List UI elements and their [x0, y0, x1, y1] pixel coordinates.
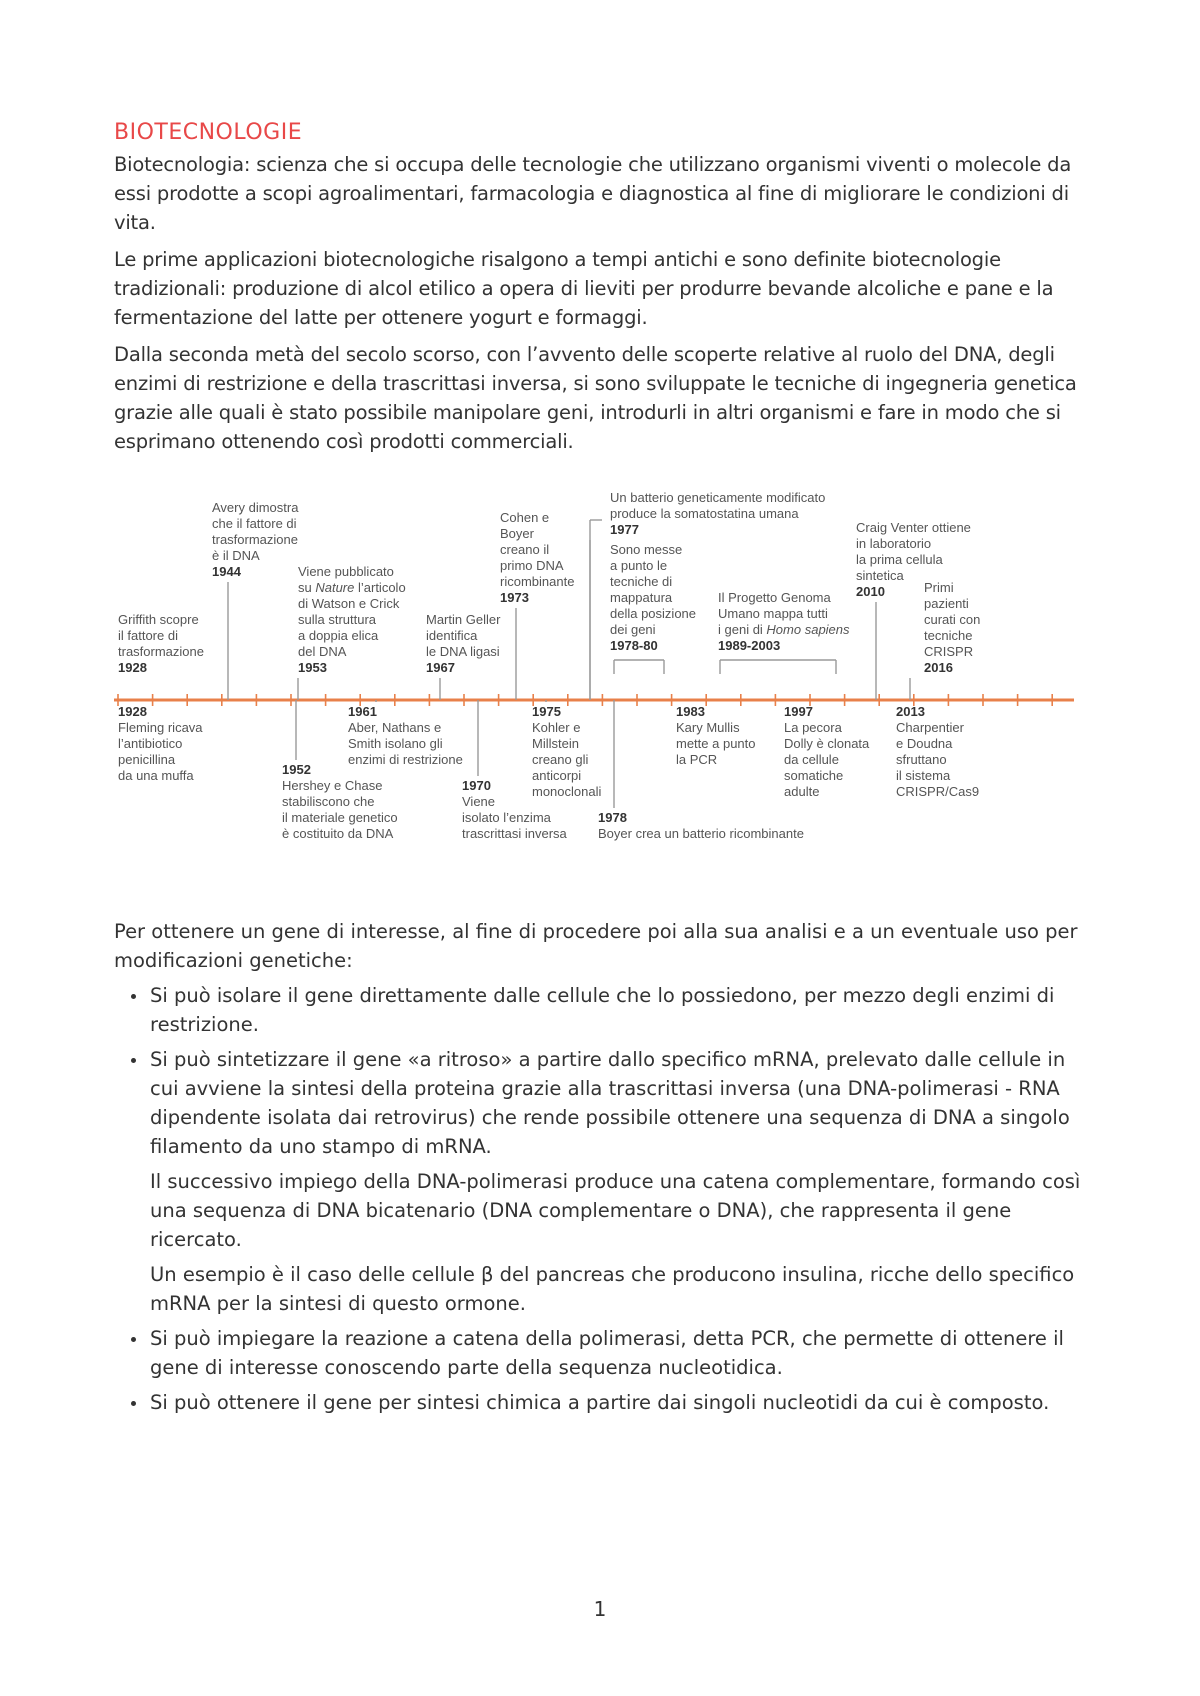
event-label-below: mette a punto [676, 736, 756, 751]
event-label-above: ricombinante [500, 574, 575, 589]
event-year-below: 1997 [784, 704, 813, 719]
event-year-below: 1928 [118, 704, 147, 719]
event-label-below: Kohler e [532, 720, 581, 735]
event-label-above: il fattore di [118, 628, 178, 643]
event-label-above: Craig Venter ottiene [856, 520, 971, 535]
event-label-above: tecniche [924, 628, 973, 643]
event-label-above: sintetica [856, 568, 904, 583]
event-label-below: anticorpi [532, 768, 582, 783]
event-label-below: da cellule [784, 752, 839, 767]
intro-text [114, 150, 1099, 464]
method-text: Si può ottenere il gene per sintesi chimica a partire dai singoli nucleotidi da cui è composto. [150, 1391, 1050, 1414]
event-label-above: tecniche di [610, 574, 673, 589]
event-label-below: enzimi di restrizione [348, 752, 463, 767]
event-year-below: 1961 [348, 704, 377, 719]
event-label-above: primo DNA [500, 558, 564, 573]
event-year-above: 1967 [426, 660, 455, 675]
event-label-below: da una muffa [118, 768, 194, 783]
method-text: Si può sintetizzare il gene «a ritroso» a partire dallo specifico mRNA, prelevato dalle cellule in cui avviene la sintesi della proteina grazie alla trascrittasi inversa (una DNA-polimerasi - RNA dipendente isolata dai retrovirus) che rende possibile ottenere una sequenza di DNA a singolo filamento da uno stampo di mRNA. [150, 1048, 1070, 1158]
method-text: Si può isolare il gene direttamente dalle cellule che lo possiedono, per mezzo degli enzimi di restrizione. [150, 984, 1055, 1036]
event-label-above: Il Progetto Genoma [718, 590, 831, 605]
event-label-above: a doppia elica [298, 628, 379, 643]
event-label-above: trasformazione [118, 644, 204, 659]
methods-list-continued [114, 1324, 1099, 1417]
document-title: BIOTECNOLOGIE [114, 120, 303, 145]
event-label-above: produce la somatostatina umana [610, 506, 799, 521]
event-label-above: Un batterio geneticamente modificato [610, 490, 826, 505]
event-label-below: trascrittasi inversa [462, 826, 567, 841]
event-label-above: identifica [426, 628, 478, 643]
timeline-svg [114, 478, 1079, 870]
method-item-3 [114, 1324, 1099, 1382]
event-label-above: sulla struttura [298, 612, 377, 627]
event-label-above: del DNA [298, 644, 347, 659]
method-2-sub-1: Il successivo impiego della DNA-polimerasi produce una catena complementare, formando così una sequenza di DNA bicatenario (DNA complementare o DNA), che rappresenta il gene ricercato. [150, 1170, 1081, 1251]
event-label-below: Aber, Nathans e [348, 720, 442, 735]
event-label-above: che il fattore di [212, 516, 297, 531]
event-label-below: penicillina [118, 752, 176, 767]
event-label-above: Viene pubblicato [298, 564, 394, 579]
event-label-below: è costituito da DNA [282, 826, 394, 841]
event-label-below: Hershey e Chase [282, 778, 383, 793]
event-label-above: a punto le [610, 558, 668, 573]
event-label-below: e Doudna [896, 736, 953, 751]
event-label-above: Umano mappa tutti [718, 606, 828, 621]
event-label-below: Kary Mullis [676, 720, 740, 735]
event-label-above: curati con [924, 612, 981, 627]
event-label-below: Charpentier [896, 720, 964, 735]
event-label-below: la PCR [676, 752, 718, 767]
event-label-below: somatiche [784, 768, 844, 783]
event-label-below: La pecora [784, 720, 842, 735]
event-label-below: Boyer crea un batterio ricombinante [598, 826, 804, 841]
event-label-above: CRISPR [924, 644, 974, 659]
event-year-above: 1978-80 [610, 638, 658, 653]
event-label-above: Primi [924, 580, 954, 595]
event-year-below: 1983 [676, 704, 705, 719]
event-year-above: 1977 [610, 522, 639, 537]
page-number: 1 [593, 1597, 607, 1621]
event-year-below: 1952 [282, 762, 311, 777]
event-label-below: Dolly è clonata [784, 736, 870, 751]
gene-intro: Per ottenere un gene di interesse, al fine di procedere poi alla sua analisi e a un eventuale uso per modificazioni genetiche: [114, 920, 1078, 972]
event-label-above: è il DNA [212, 548, 260, 563]
event-label-above: le DNA ligasi [426, 644, 500, 659]
method-item-2 [114, 1045, 1099, 1161]
methods-list [114, 981, 1099, 1161]
paragraph-definition: Biotecnologia: scienza che si occupa delle tecnologie che utilizzano organismi viventi o molecole da essi prodotte a scopi agroalimentari, farmacologia e diagnostica al fine di migliorare le condizioni di vita. [114, 153, 1072, 234]
event-year-below: 1970 [462, 778, 491, 793]
event-year-above: 1928 [118, 660, 147, 675]
event-label-above: di Watson e Crick [298, 596, 400, 611]
event-label-below: monoclonali [532, 784, 602, 799]
event-label-below: l’antibiotico [118, 736, 183, 751]
event-label-below: creano gli [532, 752, 589, 767]
method-2-sub-2: Un esempio è il caso delle cellule β del pancreas che producono insulina, ricche dello specifico mRNA per la sintesi di questo ormone. [150, 1263, 1075, 1315]
event-label-above: Sono messe [610, 542, 683, 557]
event-label-above: Martin Geller [426, 612, 501, 627]
event-label-above: creano il [500, 542, 550, 557]
paragraph-genetic-engineering: Dalla seconda metà del secolo scorso, con l’avvento delle scoperte relative al ruolo del DNA, degli enzimi di restrizione e della trascrittasi inversa, si sono sviluppate le tecniche di ingegneria genetica grazie alle quali è stato possibile manipolare geni, introdurli in altri organismi e fare in modo che si esprimano ottenendo così prodotti commerciali. [114, 343, 1077, 453]
event-label-above: su Nature l’articolo [298, 580, 406, 595]
method-item-1 [114, 981, 1099, 1039]
event-label-below: sfruttano [896, 752, 947, 767]
event-label-below: Viene [462, 794, 496, 809]
event-year-above: 1944 [212, 564, 241, 579]
event-label-below: Fleming ricava [118, 720, 203, 735]
event-label-above: Boyer [500, 526, 534, 541]
event-label-above: la prima cellula [856, 552, 943, 567]
event-year-below: 2013 [896, 704, 925, 719]
event-label-above: mappatura [610, 590, 673, 605]
event-label-below: CRISPR/Cas9 [896, 784, 980, 799]
event-label-below: il sistema [896, 768, 951, 783]
paragraph-traditional: Le prime applicazioni biotecnologiche risalgono a tempi antichi e sono definite biotecnologie tradizionali: produzione di alcol etilico a opera di lieviti per produrre bevande alcoliche e pane e la fermentazione del latte per ottenere yogurt e formaggi. [114, 248, 1054, 329]
event-label-above: in laboratorio [856, 536, 932, 551]
event-year-above: 1973 [500, 590, 529, 605]
event-year-below: 1975 [532, 704, 561, 719]
event-label-below: il materiale genetico [282, 810, 398, 825]
event-year-below: 1978 [598, 810, 627, 825]
event-year-above: 2010 [856, 584, 885, 599]
method-text: Si può impiegare la reazione a catena della polimerasi, detta PCR, che permette di ottenere il gene di interesse conoscendo parte della sequenza nucleotidica. [150, 1327, 1064, 1379]
event-label-below: isolato l’enzima [462, 810, 551, 825]
event-label-below: stabiliscono che [282, 794, 375, 809]
event-year-above: 2016 [924, 660, 953, 675]
event-label-below: Smith isolano gli [348, 736, 443, 751]
gene-methods-section [114, 917, 1099, 1423]
event-label-above: pazienti [924, 596, 969, 611]
event-label-above: dei geni [610, 622, 656, 637]
biotech-timeline-figure [114, 478, 1079, 870]
event-label-below: Millstein [532, 736, 579, 751]
event-label-above: Griffith scopre [118, 612, 199, 627]
event-year-above: 1953 [298, 660, 327, 675]
event-year-above: 1989-2003 [718, 638, 781, 653]
method-item-4 [114, 1388, 1099, 1417]
event-label-above: Avery dimostra [212, 500, 299, 515]
event-label-above: della posizione [610, 606, 697, 621]
event-label-below: adulte [784, 784, 820, 799]
event-label-above: Cohen e [500, 510, 550, 525]
event-label-above: trasformazione [212, 532, 298, 547]
event-label-above: i geni di Homo sapiens [718, 622, 850, 637]
